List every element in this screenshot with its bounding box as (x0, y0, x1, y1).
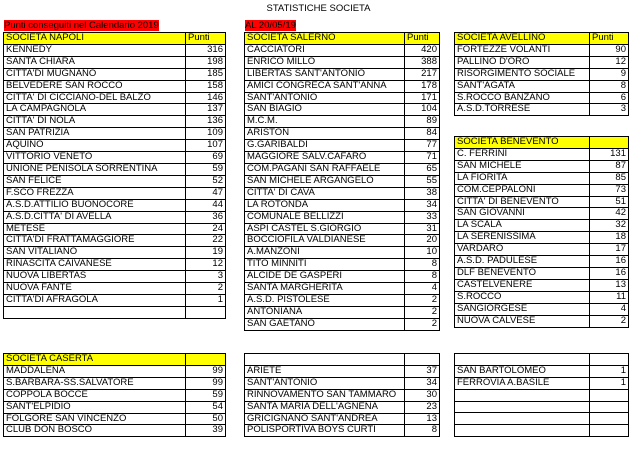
table-row (4, 259, 226, 271)
club-name: BELVEDERE SAN ROCCO (4, 80, 186, 92)
club-name: PALLINO D'ORO (455, 56, 590, 68)
table-row (245, 271, 440, 283)
club-name: ARISTON (245, 128, 405, 140)
club-points: 87 (590, 160, 629, 172)
table-row (4, 163, 226, 175)
section-name: SOCIETA BENEVENTO (455, 137, 590, 149)
table-row (245, 306, 440, 318)
table-row (245, 80, 440, 92)
table-row (245, 56, 440, 68)
table-row (455, 172, 629, 184)
club-points: 24 (186, 223, 226, 235)
table-row (455, 220, 629, 232)
club-name: POLISPORTIVA BOYS CURTI (245, 425, 405, 437)
club-points: 50 (186, 413, 226, 425)
table-row (245, 354, 440, 366)
club-points: 1 (590, 365, 629, 377)
club-points: 36 (186, 211, 226, 223)
club-name: SANT'ANTONIO (245, 92, 405, 104)
table-row (455, 413, 629, 425)
club-points: 18 (590, 232, 629, 244)
club-name (245, 354, 405, 366)
table-row (455, 196, 629, 208)
club-points: 11 (590, 291, 629, 303)
table-row (245, 259, 440, 271)
club-points: 71 (405, 152, 440, 164)
club-name: LA FIORITA (455, 172, 590, 184)
club-points: 1 (590, 377, 629, 389)
points-header: Punti (186, 33, 226, 45)
club-name: CLUB DON BOSCO (4, 425, 186, 437)
section-header (245, 33, 440, 45)
table-row (245, 116, 440, 128)
table-row (4, 365, 226, 377)
club-name: A.S.D. PADULESE (455, 256, 590, 268)
table-row (4, 283, 226, 295)
club-points: 99 (186, 365, 226, 377)
club-name: BOCCIOFILA VALDIANESE (245, 235, 405, 247)
club-points: 9 (590, 68, 629, 80)
club-points: 37 (405, 365, 440, 377)
club-points (186, 306, 226, 318)
table-row (4, 140, 226, 152)
club-points: 65 (405, 163, 440, 175)
club-points: 69 (186, 152, 226, 164)
club-name: COM.CEPPALONI (455, 184, 590, 196)
club-points: 178 (405, 80, 440, 92)
table-row (245, 211, 440, 223)
club-points: 2 (186, 283, 226, 295)
club-points: 316 (186, 44, 226, 56)
table-row (245, 425, 440, 437)
table-row (4, 389, 226, 401)
club-points: 104 (405, 104, 440, 116)
table-row (455, 315, 629, 327)
table-row (4, 104, 226, 116)
table-row (455, 244, 629, 256)
club-points: 23 (405, 401, 440, 413)
club-name: RINNOVAMENTO SAN TAMMARO (245, 389, 405, 401)
table-row (245, 128, 440, 140)
table-row (4, 235, 226, 247)
club-name: RINASCITA CAIVANESE (4, 259, 186, 271)
section-header (4, 33, 226, 45)
club-name (455, 413, 590, 425)
club-points: 34 (405, 199, 440, 211)
club-points: 32 (590, 220, 629, 232)
club-name: ENRICO MILLO (245, 56, 405, 68)
club-name: SAN VITALIANO (4, 247, 186, 259)
table-row (455, 232, 629, 244)
club-points: 17 (590, 244, 629, 256)
club-name: NUOVA FANTE (4, 283, 186, 295)
club-points (405, 354, 440, 366)
club-name: SANTA MARGHERITA (245, 283, 405, 295)
table-napoli (3, 32, 226, 319)
table-row (245, 318, 440, 330)
club-points: 30 (405, 389, 440, 401)
club-points: 89 (405, 116, 440, 128)
club-name: SAN GIOVANNI (455, 208, 590, 220)
club-name: FERROVIA A.BASILE (455, 377, 590, 389)
section-name: SOCIETA CASERTA (4, 354, 186, 366)
club-points: 33 (405, 211, 440, 223)
club-name: METESE (4, 223, 186, 235)
table-row (245, 175, 440, 187)
section-header (455, 33, 629, 45)
club-points: 59 (186, 163, 226, 175)
table-row (4, 80, 226, 92)
date-header: AL 20/05/19 (245, 20, 296, 31)
club-points: 42 (590, 208, 629, 220)
club-name: FOLGORE SAN VINCENZO (4, 413, 186, 425)
club-points: 16 (590, 256, 629, 268)
table-row (4, 68, 226, 80)
club-name: SANGIORGESE (455, 303, 590, 315)
table-benevento (454, 136, 629, 328)
club-name: AMICI CONGRECA SANT'ANNA (245, 80, 405, 92)
club-points: 99 (186, 377, 226, 389)
table-row (455, 56, 629, 68)
club-points: 388 (405, 56, 440, 68)
club-points (590, 425, 629, 437)
club-name: GRICIGNANO SANT'ANDREA (245, 413, 405, 425)
club-points: 38 (405, 187, 440, 199)
table-row (245, 389, 440, 401)
table-row (455, 425, 629, 437)
table-row (455, 389, 629, 401)
club-name: A.S.D. PISTOLESE (245, 294, 405, 306)
club-name: FORTEZZE VOLANTI (455, 44, 590, 56)
table-caserta (3, 353, 226, 437)
club-points (590, 401, 629, 413)
table-row (4, 306, 226, 318)
club-points: 22 (186, 235, 226, 247)
club-points: 10 (405, 247, 440, 259)
points-header: Punti (405, 33, 440, 45)
club-name: ALCIDE DE GASPERI (245, 271, 405, 283)
club-name: VITTORIO VENETO (4, 152, 186, 164)
table-row (245, 377, 440, 389)
club-points: 3 (186, 271, 226, 283)
club-name: COPPOLA BOCCE (4, 389, 186, 401)
table-row (245, 283, 440, 295)
club-name: F.SCO FREZZA (4, 187, 186, 199)
club-points: 12 (186, 259, 226, 271)
table-avellino (454, 32, 629, 116)
club-name: COMUNALE BELLIZZI (245, 211, 405, 223)
club-points: 16 (590, 267, 629, 279)
club-points: 8 (405, 425, 440, 437)
club-points: 4 (405, 283, 440, 295)
club-name: LA SERENISSIMA (455, 232, 590, 244)
table-row (245, 199, 440, 211)
club-points: 8 (590, 80, 629, 92)
table-row (4, 175, 226, 187)
club-name (455, 354, 590, 366)
club-points: 8 (405, 271, 440, 283)
table-row (245, 223, 440, 235)
club-points: 198 (186, 56, 226, 68)
table-row (455, 44, 629, 56)
club-name: LIBERTAS SANT'ANTONIO (245, 68, 405, 80)
club-points: 109 (186, 128, 226, 140)
table-row (455, 68, 629, 80)
club-points: 1 (186, 294, 226, 306)
club-points: 131 (590, 148, 629, 160)
club-points: 185 (186, 68, 226, 80)
club-name: LA ROTONDA (245, 199, 405, 211)
club-name: LA CAMPAGNOLA (4, 104, 186, 116)
club-points: 51 (590, 196, 629, 208)
club-name: AQUINO (4, 140, 186, 152)
club-name: SAN MICHELE ARGANGELO (245, 175, 405, 187)
table-row (455, 184, 629, 196)
club-name: VARDARO (455, 244, 590, 256)
table-row (4, 294, 226, 306)
club-points: 19 (186, 247, 226, 259)
table-row (4, 271, 226, 283)
club-name: S.ROCCO BANZANO (455, 92, 590, 104)
section-name: SOCIETA NAPOLI (4, 33, 186, 45)
club-name: SANT'AGATA (455, 80, 590, 92)
club-name: MAGGIORE SALV.CAFARO (245, 152, 405, 164)
club-name: CACCIATORI (245, 44, 405, 56)
table-row (4, 211, 226, 223)
club-name: SANT'ANTONIO (245, 377, 405, 389)
table-row (455, 267, 629, 279)
club-points: 6 (590, 92, 629, 104)
table-row (245, 187, 440, 199)
club-points: 55 (405, 175, 440, 187)
club-name: ARIETE (245, 365, 405, 377)
club-name: A.S.D.CITTA' DI AVELLA (4, 211, 186, 223)
club-points: 217 (405, 68, 440, 80)
club-points: 59 (186, 389, 226, 401)
table-row (455, 291, 629, 303)
club-points: 13 (405, 413, 440, 425)
club-points: 12 (590, 56, 629, 68)
table-row (4, 425, 226, 437)
club-points: 13 (590, 279, 629, 291)
table-row (4, 92, 226, 104)
table-row (4, 152, 226, 164)
table-row (4, 44, 226, 56)
club-name: A.MANZONI (245, 247, 405, 259)
table-row (4, 128, 226, 140)
club-name: SANTA CHIARA (4, 56, 186, 68)
table-row (4, 247, 226, 259)
table-row (4, 413, 226, 425)
table-row (455, 279, 629, 291)
table-row (4, 116, 226, 128)
club-points: 84 (405, 128, 440, 140)
club-name: CITTA' DI NOLA (4, 116, 186, 128)
club-points (590, 354, 629, 366)
table-row (245, 235, 440, 247)
club-points: 54 (186, 401, 226, 413)
club-name: S.BARBARA-SS.SALVATORE (4, 377, 186, 389)
club-points: 158 (186, 80, 226, 92)
club-points: 77 (405, 140, 440, 152)
club-name: KENNEDY (4, 44, 186, 56)
club-points: 90 (590, 44, 629, 56)
club-points: 8 (405, 259, 440, 271)
table-row (245, 68, 440, 80)
club-points: 136 (186, 116, 226, 128)
table-row (4, 401, 226, 413)
club-points: 146 (186, 92, 226, 104)
club-name: SANT'ELPIDIO (4, 401, 186, 413)
table-row (245, 401, 440, 413)
club-name: SAN GAETANO (245, 318, 405, 330)
table-row (4, 377, 226, 389)
table-row (245, 365, 440, 377)
club-points: 73 (590, 184, 629, 196)
section-name: SOCIETA SALERNO (245, 33, 405, 45)
table-row (245, 247, 440, 259)
club-points: 44 (186, 199, 226, 211)
page-title: STATISTICHE SOCIETA (266, 3, 371, 14)
club-name (455, 389, 590, 401)
club-name: RISORGIMENTO SOCIALE (455, 68, 590, 80)
table-row (455, 160, 629, 172)
club-name: C. FERRINI (455, 148, 590, 160)
table-row (245, 44, 440, 56)
table-row (455, 92, 629, 104)
club-name: CITTA'DI AFRAGOLA (4, 294, 186, 306)
club-points: 2 (590, 315, 629, 327)
club-name: COM.PAGANI SAN RAFFAELE (245, 163, 405, 175)
table-caserta-right (454, 353, 629, 437)
table-row (4, 199, 226, 211)
section-header (455, 137, 629, 149)
club-points: 39 (186, 425, 226, 437)
club-points: 137 (186, 104, 226, 116)
club-name: A.S.D.ATTILIO BUONOCORE (4, 199, 186, 211)
table-row (245, 140, 440, 152)
club-name: SAN MICHELE (455, 160, 590, 172)
club-name (455, 401, 590, 413)
club-name: G.GARIBALDI (245, 140, 405, 152)
club-points: 107 (186, 140, 226, 152)
club-points: 47 (186, 187, 226, 199)
table-row (455, 104, 629, 116)
calendar-header: Punti conseguiti nel Calendario 2019 (4, 20, 159, 31)
table-row (245, 152, 440, 164)
table-row (4, 187, 226, 199)
club-name: S.ROCCO (455, 291, 590, 303)
club-name: NUOVA LIBERTAS (4, 271, 186, 283)
table-row (455, 208, 629, 220)
section-name: SOCIETA AVELLINO (455, 33, 590, 45)
table-row (455, 377, 629, 389)
club-points: 171 (405, 92, 440, 104)
points-header (186, 354, 226, 366)
club-name: SAN PATRIZIA (4, 128, 186, 140)
club-name: NUOVA CALVESE (455, 315, 590, 327)
points-header (590, 137, 629, 149)
table-row (455, 148, 629, 160)
club-name: LA SCALA (455, 220, 590, 232)
club-points: 85 (590, 172, 629, 184)
club-name: CITTA' DI BENEVENTO (455, 196, 590, 208)
club-points (590, 389, 629, 401)
table-row (4, 56, 226, 68)
club-name: TITO MINNITI (245, 259, 405, 271)
table-salerno (244, 32, 440, 331)
table-row (455, 401, 629, 413)
club-name (455, 425, 590, 437)
table-row (4, 223, 226, 235)
club-name: DLF BENEVENTO (455, 267, 590, 279)
club-name: MADDALENA (4, 365, 186, 377)
club-points: 31 (405, 223, 440, 235)
club-name: CASTELVENERE (455, 279, 590, 291)
club-name: SAN BIAGIO (245, 104, 405, 116)
club-name: ANTONIANA (245, 306, 405, 318)
club-name: CITTA' DI CICCIANO-DEL BALZO (4, 92, 186, 104)
club-name: CITTA' DI CAVA (245, 187, 405, 199)
club-points: 4 (590, 303, 629, 315)
club-points: 2 (405, 306, 440, 318)
club-points: 3 (590, 104, 629, 116)
club-name: M.C.M. (245, 116, 405, 128)
club-name: SAN BARTOLOMEO (455, 365, 590, 377)
club-name: CITTA'DI FRATTAMAGGIORE (4, 235, 186, 247)
table-row (245, 413, 440, 425)
table-caserta-mid (244, 353, 440, 437)
section-header (4, 354, 226, 366)
table-row (245, 294, 440, 306)
table-row (245, 163, 440, 175)
club-name: CITTA'DI MUGNANO (4, 68, 186, 80)
club-points (590, 413, 629, 425)
table-row (455, 354, 629, 366)
club-points: 2 (405, 318, 440, 330)
club-points: 34 (405, 377, 440, 389)
table-row (245, 104, 440, 116)
club-points: 20 (405, 235, 440, 247)
table-row (245, 92, 440, 104)
table-row (455, 365, 629, 377)
club-name (4, 306, 186, 318)
points-header: Punti (590, 33, 629, 45)
club-name: UNIONE PENISOLA SORRENTINA (4, 163, 186, 175)
club-points: 420 (405, 44, 440, 56)
club-name: SAN FELICE (4, 175, 186, 187)
club-name: A.S.D.TORRESE (455, 104, 590, 116)
table-row (455, 256, 629, 268)
table-row (455, 303, 629, 315)
club-name: SANTA MARIA DELL'AGNENA (245, 401, 405, 413)
club-points: 52 (186, 175, 226, 187)
club-points: 2 (405, 294, 440, 306)
club-name: ASPI CASTEL S.GIORGIO (245, 223, 405, 235)
table-row (455, 80, 629, 92)
